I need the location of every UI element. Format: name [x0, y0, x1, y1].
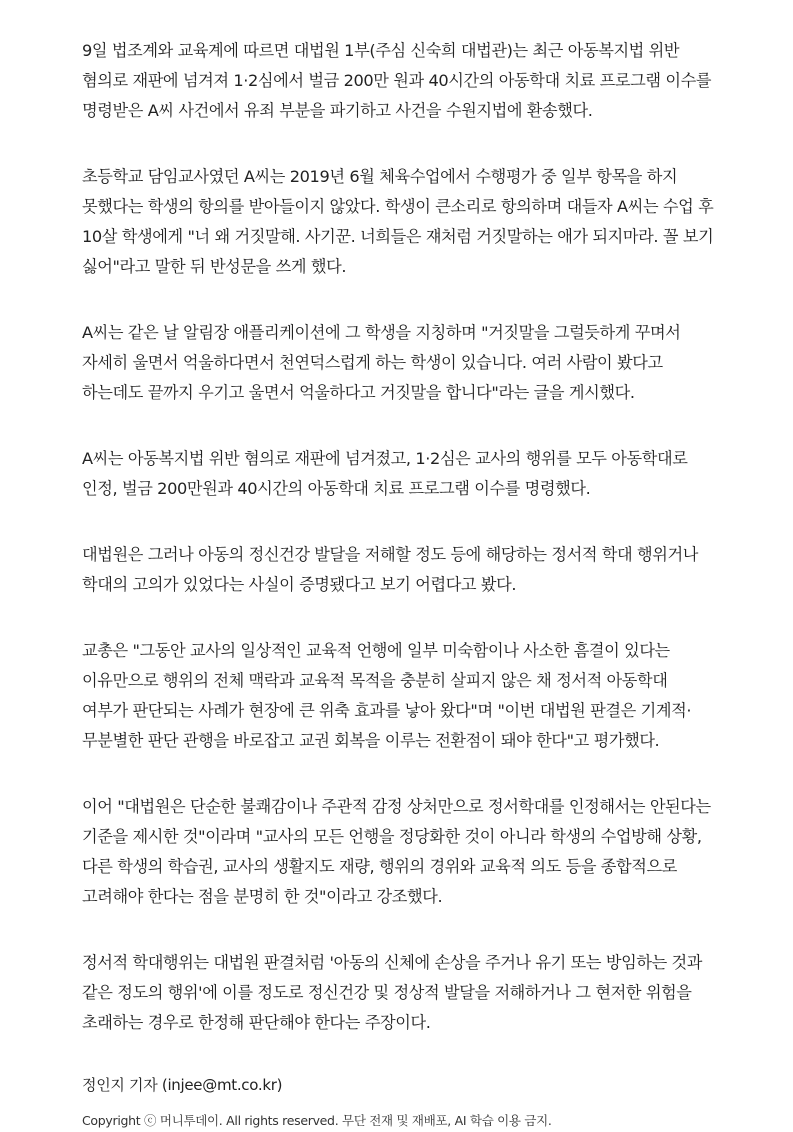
article-paragraph: 대법원은 그러나 아동의 정신건강 발달을 저해할 정도 등에 해당하는 정서적 학대 행위거나 학대의 고의가 있었다는 사실이 증명됐다고 보기 어렵다고 봤다.	[82, 545, 698, 594]
reporter-byline: 정인지 기자 (injee@mt.co.kr)	[82, 1076, 283, 1094]
article-paragraph: 9일 법조계와 교육계에 따르면 대법원 1부(주심 신숙희 대법관)는 최근 아동복지법 위반 혐의로 재판에 넘겨져 1·2심에서 벌금 200만 원과 40시간의 아동학대 치료 프로그램 이수를 명령받은 A씨 사건에서 유죄 부분을 파기하고 사건을 수원지법에 환송했다.	[82, 41, 712, 120]
article-paragraph: A씨는 같은 날 알림장 애플리케이션에 그 학생을 지칭하며 "거짓말을 그럴듯하게 꾸며서 자세히 울면서 억울하다면서 천연덕스럽게 하는 학생이 있습니다. 여러 사람이 봤다고 하는데도 끝까지 우기고 울면서 억울하다고 거짓말을 합니다"라는 글을 게시했다.	[82, 323, 681, 402]
article-paragraph: 초등학교 담임교사였던 A씨는 2019년 6월 체육수업에서 수행평가 중 일부 항목을 하지 못했다는 학생의 항의를 받아들이지 않았다. 학생이 큰소리로 항의하며 대들자 A씨는 수업 후 10살 학생에게 "너 왜 거짓말해. 사기꾼. 너희들은 쟤처럼 거짓말하는 애가 되지마라. 꼴 보기 싫어"라고 말한 뒤 반성문을 쓰게 했다.	[82, 167, 714, 276]
article-body	[82, 36, 717, 1132]
copyright-notice: Copyright ⓒ 머니투데이. All rights reserved. 무단 전재 및 재배포, AI 학습 이용 금지.	[82, 1113, 552, 1128]
article-paragraph: 교총은 "그동안 교사의 일상적인 교육적 언행에 일부 미숙함이나 사소한 흠결이 있다는 이유만으로 행위의 전체 맥락과 교육적 목적을 충분히 살피지 않은 채 정서적 아동학대 여부가 판단되는 사례가 현장에 큰 위축 효과를 낳아 왔다"며 "이번 대법원 판결은 기계적·무분별한 판단 관행을 바로잡고 교권 회복을 이루는 전환점이 돼야 한다"고 평가했다.	[82, 641, 692, 750]
article-paragraph: 이어 "대법원은 단순한 불쾌감이나 주관적 감정 상처만으로 정서학대를 인정해서는 안된다는 기준을 제시한 것"이라며 "교사의 모든 언행을 정당화한 것이 아니라 학생의 수업방해 상황, 다른 학생의 학습권, 교사의 생활지도 재량, 행위의 경위와 교육적 의도 등을 종합적으로 고려해야 한다는 점을 분명히 한 것"이라고 강조했다.	[82, 797, 711, 906]
article-paragraph: A씨는 아동복지법 위반 혐의로 재판에 넘겨졌고, 1·2심은 교사의 행위를 모두 아동학대로 인정, 벌금 200만원과 40시간의 아동학대 치료 프로그램 이수를 명령했다.	[82, 449, 688, 498]
article-paragraph: 정서적 학대행위는 대법원 판결처럼 '아동의 신체에 손상을 주거나 유기 또는 방임하는 것과 같은 정도의 행위'에 이를 정도로 정신건강 및 정상적 발달을 저해하거나 그 현저한 위험을 초래하는 경우로 한정해 판단해야 한다는 주장이다.	[82, 953, 703, 1032]
